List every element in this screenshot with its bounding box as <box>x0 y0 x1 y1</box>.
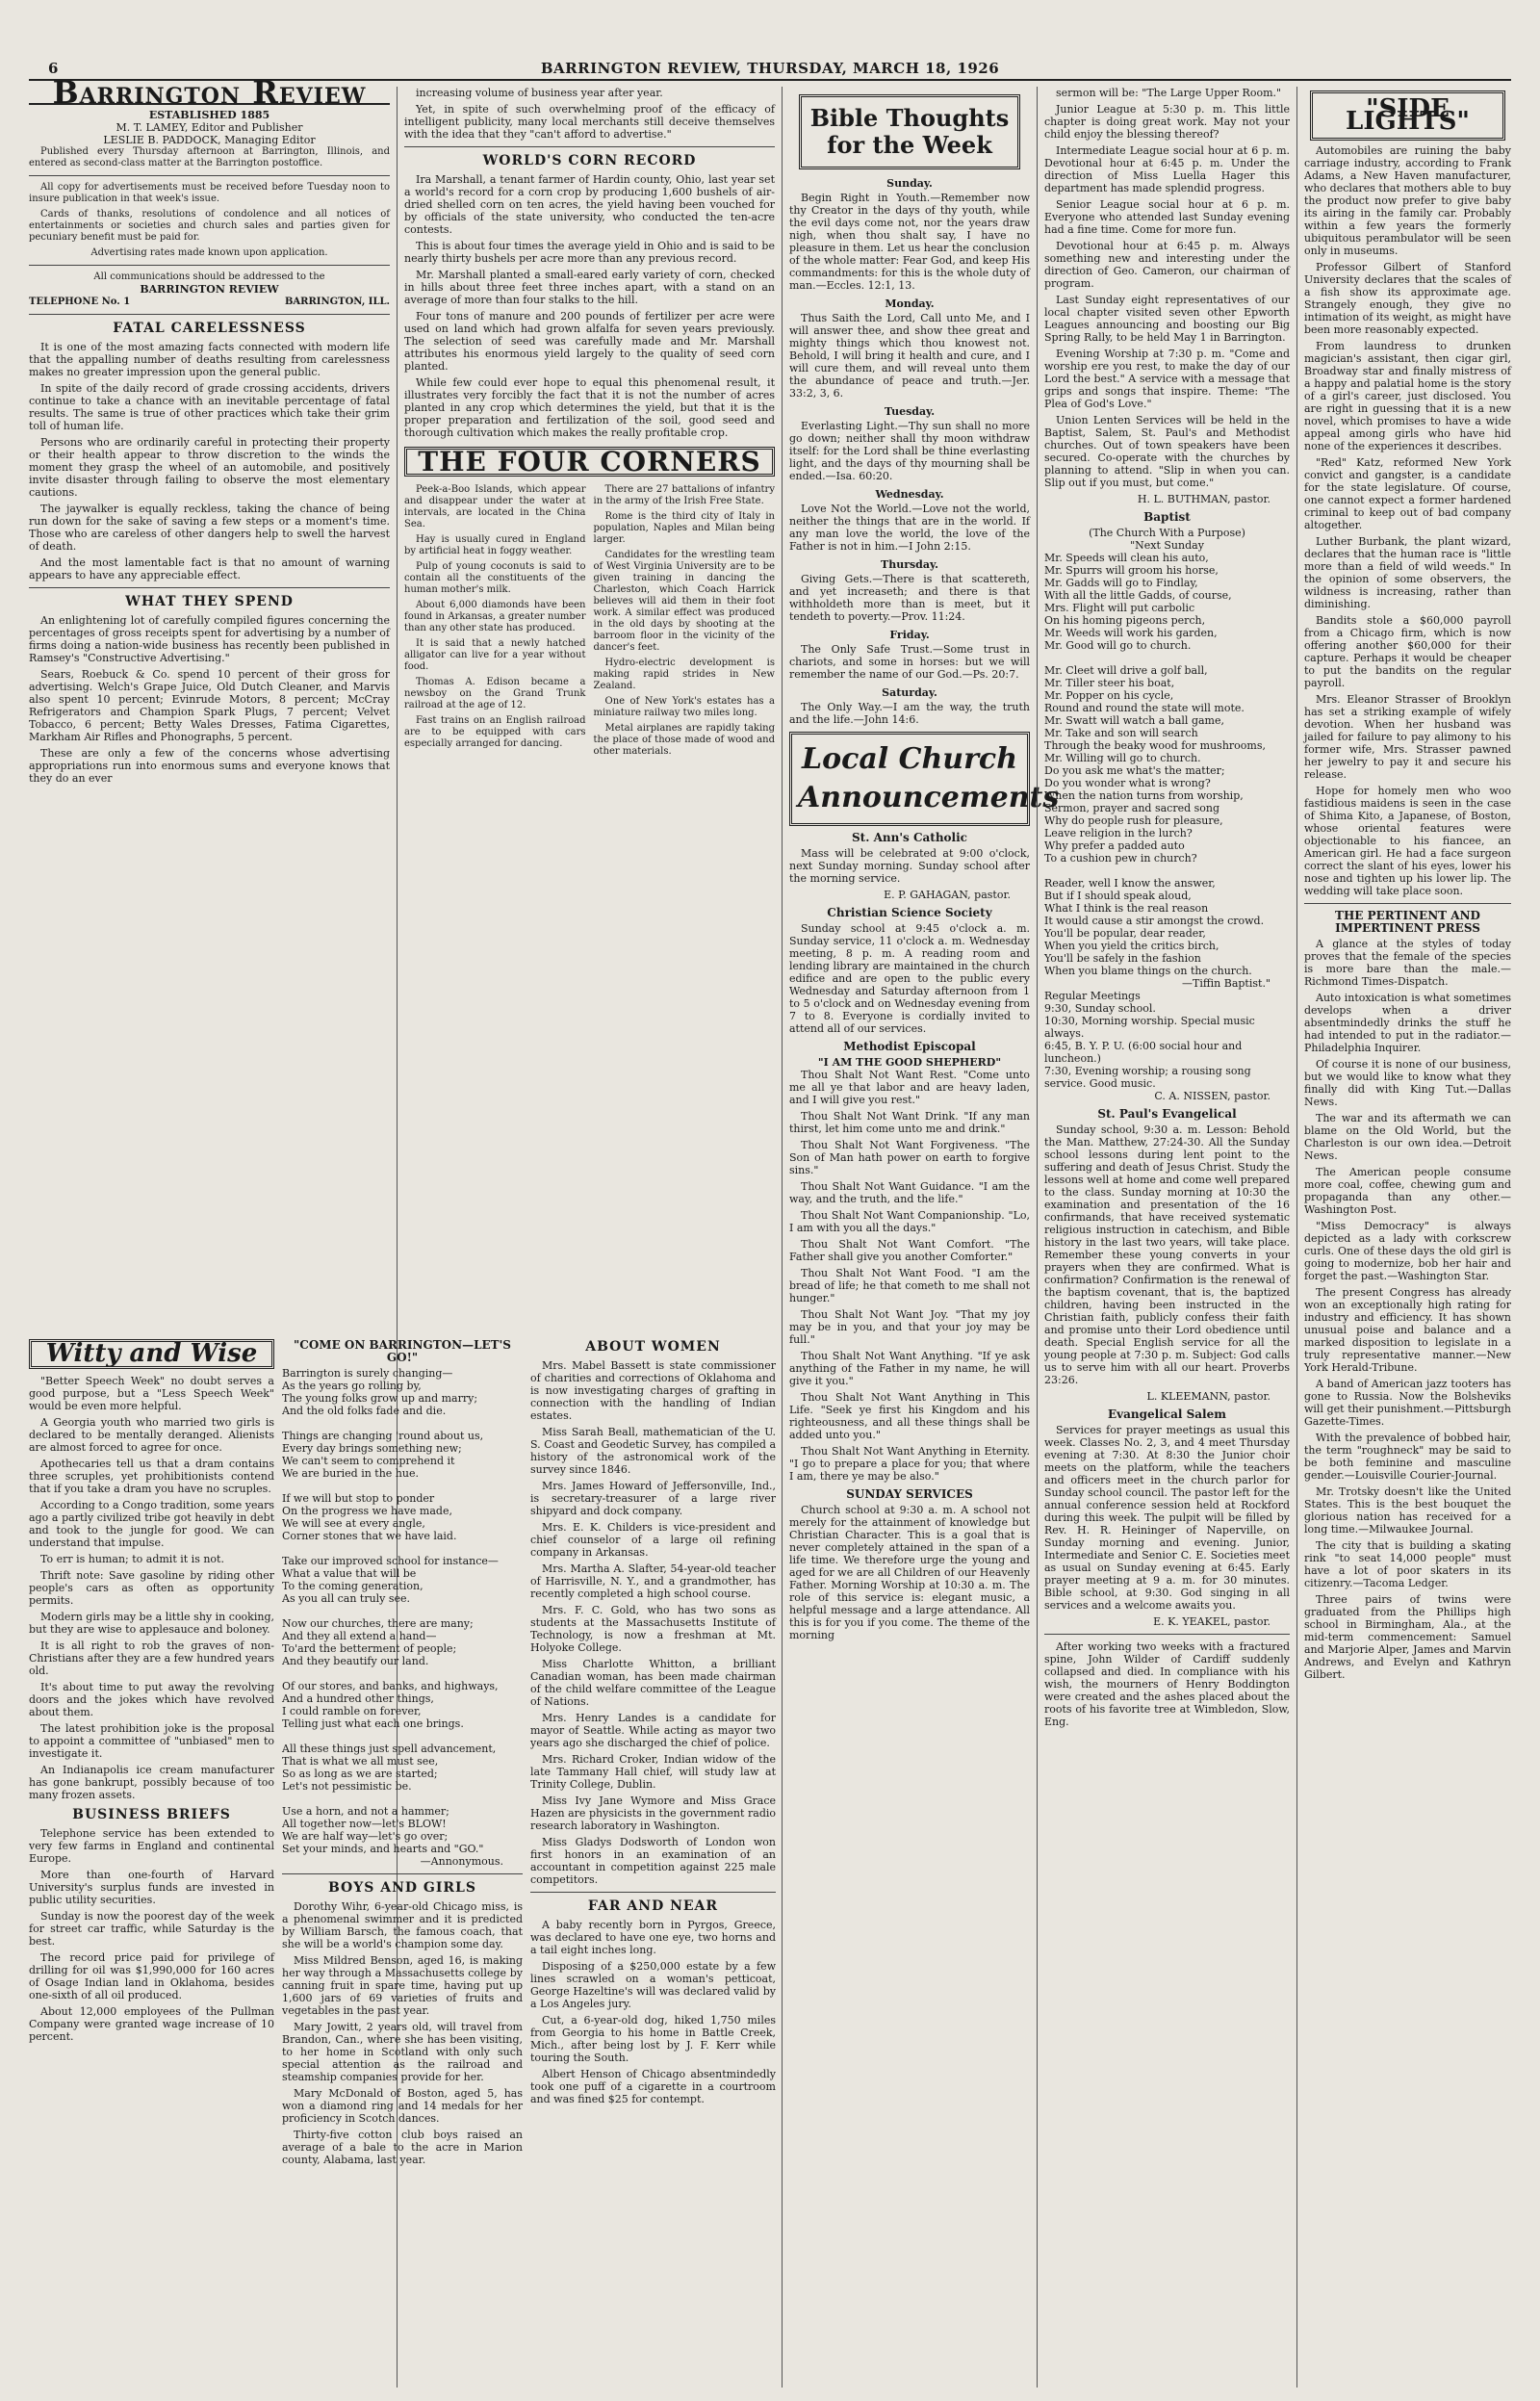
column-6 <box>1304 87 1511 2392</box>
church-paragraph: Last Sunday eight representatives of our local chapter visited seven other Epworth Leagues announcing and boosting our Big Spring Rally, to be held May 1 in Barrington. <box>1044 294 1290 344</box>
st-anns-signature: E. P. GAHAGAN, pastor. <box>884 889 1011 901</box>
about-women-item: Mrs. James Howard of Jeffersonville, Ind., is secretary-treasurer of a large river shipyard and dock company. <box>530 1480 776 1517</box>
business-briefs-items <box>29 1827 274 2043</box>
church-paragraph: Intermediate League social hour at 6 p. m. Devotional hour at 6:45 p. m. Under the direction of Miss Luella Hager this department has made splendid progress. <box>1044 144 1290 194</box>
bible-day-heading: Tuesday. <box>884 405 936 418</box>
pertinent-press-items <box>1304 938 1511 1681</box>
four-corners-item: Peek-a-Boo Islands, which appear and disappear under the water at intervals, are located in the China Sea. <box>404 484 586 529</box>
filler-paragraph: After working two weeks with a fractured spine, John Wilder of Cardiff suddenly collapsed and died. In compliance with his wish, the mourners of Henry Boddington were created and the ashes placed about the roots of his favorite tree at Wimbledon, Slow, Eng. <box>1044 1640 1290 1728</box>
copy-note: All copy for advertisements must be received before Tuesday noon to insure publication in that week's issue. <box>29 182 390 204</box>
article-paragraph: increasing volume of business year after year. <box>416 87 663 99</box>
four-corners-item: Fast trains on an English railroad are to be equipped with cars especially arranged for dancing. <box>404 715 586 749</box>
bible-day-text: The Only Way.—I am the way, the truth and the life.—John 14:6. <box>789 701 1030 726</box>
st-anns-heading: St. Ann's Catholic <box>852 831 967 844</box>
business-briefs-title: BUSINESS BRIEFS <box>72 1807 231 1822</box>
far-and-near-item: Disposing of a $250,000 estate by a few lines scrawled on a woman's petticoat, George Hazeltine's will was declared valid by a Los Angeles jury. <box>530 1960 776 2010</box>
side-lights-item: Professor Gilbert of Stanford University declares that the scales of a fish show its approximate age. Strangely enough, they give no intimation of its weight, as might have been more reasonably expected. <box>1304 261 1511 336</box>
about-women-item: Mrs. Henry Landes is a candidate for mayor of Seattle. While acting as mayor two years ago she discharged the chief of police. <box>530 1712 776 1749</box>
business-brief-item: More than one-fourth of Harvard University's surplus funds are invested in public utility securities. <box>29 1869 274 1906</box>
column-2 <box>404 87 775 857</box>
bible-day-text: Begin Right in Youth.—Remember now thy Creator in the days of thy youth, while the evil days come not, nor the years draw nigh, when thou shalt say, I have no pleasure in them. Let us hear the conclusion of the whole matter: Fear God, and keep His commandments: for this is the whole duty of man.—Eccles. 12:1, 13. <box>789 192 1030 292</box>
four-corners-item: Thomas A. Edison became a newsboy on the Grand Trunk railroad at the age of 12. <box>404 677 586 710</box>
methodist-item: Thou Shalt Not Want Drink. "If any man thirst, let him come unto me and drink." <box>789 1110 1030 1135</box>
witty-and-wise-column <box>29 1333 274 2392</box>
article-paragraph: These are only a few of the concerns whose advertising appropriations run into enormous sums and everyone knows that they do an ever <box>29 747 390 785</box>
methodist-item: Thou Shalt Not Want Anything in Eternity. "I go to prepare a place for you; that where I am, there ye may be also." <box>789 1445 1030 1483</box>
bible-day-heading: Friday. <box>889 629 930 641</box>
bible-day-heading: Sunday. <box>886 177 933 190</box>
side-lights-items <box>1304 144 1511 897</box>
communications-note: All communications should be addressed to the <box>93 271 325 282</box>
headline-fatal-carelessness: FATAL CARELESSNESS <box>113 321 306 336</box>
about-women-item: Mrs. E. K. Childers is vice-president and chief counselor of a large oil refining company in Arkansas. <box>530 1521 776 1559</box>
rates-note: Advertising rates made known upon application. <box>90 247 328 258</box>
pertinent-press-item: Auto intoxication is what sometimes develops when a driver absentmindedly drinks the stuff he had intended to put in the radiator.—Philadelphia Inquirer. <box>1304 992 1511 1054</box>
pertinent-press-item: Mr. Trotsky doesn't like the United States. This is the best bouquet the glorious nation has received for a long time.—Milwaukee Journal. <box>1304 1485 1511 1536</box>
pertinent-press-item: The war and its aftermath we can blame on the Old World, but the Charleston is our own idea.—Detroit News. <box>1304 1112 1511 1162</box>
four-corners-title: THE FOUR CORNERS <box>404 447 775 477</box>
bible-day-heading: Saturday. <box>882 686 937 699</box>
boys-and-girls-item: Thirty-five cotton club boys raised an average of a bale to the acre in Marion county, Alabama, last year. <box>282 2129 523 2166</box>
baptist-poem: Mr. Speeds will clean his auto, Mr. Spurrs will groom his horse, Mr. Gadds will go to Findlay, With all the little Gadds, of course, Mrs. Flight will put carbolic On his homing pigeons perch, Mr. Weeds will work his garden, Mr. Good will go to church. Mr. Cleet will drive a golf ball, Mr. Tiller steer his boat, Mr. Popper on his cycle, Round and round the state will mote. Mr. Swatt will watch a ball game, Mr. Take and son will search Through the beaky wood for mushrooms, Mr. Willing will go to church. Do you ask me what's the matter; Do you wonder what is wrong? When the nation turns from worship, Sermon, prayer and sacred song Why do people rush for pleasure, Leave religion in the lurch? Why prefer a padded auto To a cushion pew in church? Reader, well I know the answer, But if I should speak aloud, What I think is the real reason It would cause a stir amongst the crowd. You'll be popular, dear reader, When you yield the critics birch, You'll be safely in the fashion When you blame things on the church. <box>1044 552 1266 977</box>
witty-item: "Better Speech Week" no doubt serves a good purpose, but a "Less Speech Week" would be even more helpful. <box>29 1375 274 1412</box>
church-paragraph: sermon will be: "The Large Upper Room." <box>1056 87 1282 99</box>
pertinent-press-item: "Miss Democracy" is always depicted as a lady with corkscrew curls. One of these days the old girl is going to modernize, bob her hair and forget the past.—Washington Star. <box>1304 1220 1511 1282</box>
far-and-near-title: FAR AND NEAR <box>587 1898 719 1914</box>
about-women-item: Miss Gladys Dodsworth of London won first honors in an examination of an accountant in competition against 225 male competitors. <box>530 1836 776 1886</box>
contact-line <box>29 296 390 308</box>
methodist-subheading: "I AM THE GOOD SHEPHERD" <box>817 1056 1002 1069</box>
pertinent-press-item: A band of American jazz tooters has gone to Russia. Now the Bolsheviks will get their punishment.—Pittsburgh Gazette-Times. <box>1304 1378 1511 1428</box>
pertinent-press-item: A glance at the styles of today proves that the female of the species is more bare than the male.—Richmond Times-Dispatch. <box>1304 938 1511 988</box>
pertinent-press-item: Of course it is none of our business, but we would like to know what they finally did with King Tut.—Dallas News. <box>1304 1058 1511 1108</box>
witty-item: It's about time to put away the revolving doors and the jokes which have revolved about them. <box>29 1681 274 1718</box>
bible-day-text: Thus Saith the Lord, Call unto Me, and I will answer thee, and show thee great and mighty things which thou knowest not. Behold, I will bring it health and cure, and I will cure them, and will reveal unto them the abundance of peace and truth.—Jer. 33:2, 3, 6. <box>789 312 1030 400</box>
witty-item: Modern girls may be a little shy in cooking, but they are wise to applesauce and boloney. <box>29 1611 274 1636</box>
about-women-item: Miss Ivy Jane Wymore and Miss Grace Hazen are physicists in the government radio research laboratory in Washington. <box>530 1794 776 1832</box>
bible-days <box>789 177 1030 726</box>
far-and-near-item: A baby recently born in Pyrgos, Greece, was declared to have one eye, two horns and a tail eight inches long. <box>530 1919 776 1956</box>
st-anns-text: Mass will be celebrated at 9:00 o'clock, next Sunday morning. Sunday school after the morning service. <box>789 847 1030 885</box>
cards-note: Cards of thanks, resolutions of condolence and all notices of entertainments or societies and church sales and parties given for pecuniary benefit must be paid for. <box>29 209 390 243</box>
church-paragraph: Devotional hour at 6:45 p. m. Always something new and interesting under the direction of Geo. Cameron, our chairman of program. <box>1044 240 1290 290</box>
article-paragraph: Yet, in spite of such overwhelming proof of the efficacy of intelligent publicity, many local merchants still deceive themselves with the idea that they "can't afford to advertise." <box>404 103 775 141</box>
established-line: ESTABLISHED 1885 <box>148 109 270 121</box>
baptist-heading: Baptist <box>1143 510 1191 524</box>
article-paragraph: While few could ever hope to equal this phenomenal result, it illustrates very forcibly the fact that it is not the number of acres planted in any crop which determines the yield, but that it is the proper preparation and fertilization of the soil, good seed and thorough cultivation which makes the really profitable crop. <box>404 376 775 439</box>
article-paragraph: Persons who are ordinarily careful in protecting their property or their health appear to throw discretion to the winds the moment they grasp the wheel of an automobile, and positively invite disaster through failing to observe the most elementary cautions. <box>29 436 390 499</box>
methodist-item: Thou Shalt Not Want Companionship. "Lo, I am with you all the days." <box>789 1209 1030 1234</box>
st-pauls-text: Sunday school, 9:30 a. m. Lesson: Behold the Man. Matthew, 27:24-30. All the Sunday school lessons during lent point to the suffering and death of Jesus Christ. Study the lessons well at home and come well prepared to the class. Sunday morning at 10:30 the examination and presentation of the 16 confirmands, that have received systematic religious instruction in catechism, and Bible history in the last two years, will take place. Remember these young converts in your prayers when they are confirmed. What is confirmation? Confirmation is the renewal of the baptism covenant, that is, the baptized children, having been instructed in the Christian faith, publicly confess their faith and promise unto their Lord obedience until death. Special English service for all the young people at 7:30 p. m. Subject: God calls us to serve him with all our heart. Proverbs 23:26. <box>1044 1123 1290 1386</box>
bible-day-text: Giving Gets.—There is that scattereth, and yet increaseth; and there is that withholdeth more than is meet, but it tendeth to poverty.—Prov. 11:24. <box>789 573 1030 623</box>
sunday-services-heading: SUNDAY SERVICES <box>846 1487 973 1501</box>
four-corners-item: Pulp of young coconuts is said to contain all the constituents of the human mother's milk. <box>404 561 586 595</box>
column-divider <box>1037 87 1038 2388</box>
methodist-item: Thou Shalt Not Want Guidance. "I am the way, and the truth, and the life." <box>789 1180 1030 1205</box>
four-corners-item: Hydro-electric development is making rapid strides in New Zealand. <box>593 658 775 691</box>
witty-item: According to a Congo tradition, some years ago a partly civilized tribe got heavily in debt and took to the jungle for good. We can understand that impulse. <box>29 1499 274 1549</box>
baptist-next-sunday: "Next Sunday <box>1130 539 1204 552</box>
bible-day-heading: Thursday. <box>881 558 938 571</box>
side-lights-title: "SIDE LIGHTS" <box>1310 90 1505 141</box>
business-brief-item: About 12,000 employees of the Pullman Company were granted wage increase of 10 percent. <box>29 2005 274 2043</box>
side-lights-item: "Red" Katz, reformed New York convict and gangster, is a candidate for the state legislature. Of course, one cannot expect a former hardened criminal to keep out of bad company altogether. <box>1304 456 1511 531</box>
st-pauls-heading: St. Paul's Evangelical <box>1097 1107 1237 1121</box>
witty-item: Apothecaries tell us that a dram contains three scruples, yet prohibitionists contend that if you take a dram you have no scruples. <box>29 1458 274 1495</box>
methodist-item: Thou Shalt Not Want Forgiveness. "The Son of Man hath power on earth to forgive sins." <box>789 1139 1030 1176</box>
bible-day-text: Love Not the World.—Love not the world, neither the things that are in the world. If any man love the world, the love of the Father is not in him.—I John 2:15. <box>789 503 1030 553</box>
methodist-items <box>789 1069 1030 1483</box>
article-paragraph: And the most lamentable fact is that no amount of warning appears to have any appreciable effect. <box>29 556 390 581</box>
article-paragraph: An enlightening lot of carefully compiled figures concerning the percentages of gross receipts spent for advertising by a number of firms doing a nation-wide business has recently been published in Ramsey's "Constructive Advertising." <box>29 614 390 664</box>
four-corners-item: It is said that a newly hatched alligator can live for a year without food. <box>404 638 586 672</box>
poem-title: "COME ON BARRINGTON—LET'S GO!" <box>294 1338 511 1364</box>
about-women-item: Mrs. Richard Croker, Indian widow of the late Tammany Hall chief, will study law at Trinity College, Dublin. <box>530 1753 776 1791</box>
witty-items <box>29 1375 274 1801</box>
sunday-services-text: Church school at 9:30 a. m. A school not merely for the attainment of knowledge but Christian Character. This is a goal that is never completely attained in the span of a life time. We therefore urge the young and aged for we are all Children of our Heavenly Father. Morning Worship at 10:30 a. m. The role of this service is: elegant music, a helpful message and a large attendance. All this is for you if you come. The theme of the morning <box>789 1504 1030 1641</box>
local-church-title: Local Church Announcements <box>789 732 1030 826</box>
baptist-poem-cite: —Tiffin Baptist." <box>1181 977 1270 990</box>
side-lights-item: Luther Burbank, the plant wizard, declares that the human race is "little more than a field of wild weeds." In the opinion of some observers, the wildness is increasing, rather than diminishing. <box>1304 535 1511 610</box>
boys-and-girls-item: Mary Jowitt, 2 years old, will travel from Brandon, Can., where she has been visiting, to her home in Scotland with only such special attention as the railroad and steamship companies provide for her. <box>282 2021 523 2083</box>
christian-science-heading: Christian Science Society <box>827 906 992 919</box>
four-corners-columns <box>404 484 775 762</box>
christian-science-text: Sunday school at 9:45 o'clock a. m. Sunday service, 11 o'clock a. m. Wednesday meeting, 8 p. m. A reading room and lending library are maintained in the church edifice and are open to the public every Wednesday and Saturday afternoon from 1 to 5 o'clock and on Wednesday evening from 7 to 8. Everyone is cordially invited to attend all of our services. <box>789 922 1030 1035</box>
methodist-heading: Methodist Episcopal <box>843 1040 976 1053</box>
column-5 <box>1044 87 1290 2392</box>
business-brief-item: Telephone service has been extended to very few farms in England and continental Europe. <box>29 1827 274 1865</box>
managing-editor-line: LESLIE B. PADDOCK, Managing Editor <box>103 134 316 146</box>
methodist-item: Thou Shalt Not Want Anything in This Life. "Seek ye first his Kingdom and his righteousness, and all these things shall be added unto you." <box>789 1391 1030 1441</box>
side-lights-item: Bandits stole a $60,000 payroll from a Chicago firm, which is now offering another $60,000 for their capture. Perhaps it would be cheaper to put the bandits on the regular payroll. <box>1304 614 1511 689</box>
witty-item: A Georgia youth who married two girls is declared to be mentally deranged. Alienists are almost forced to agree for once. <box>29 1416 274 1454</box>
far-and-near-items <box>530 1919 776 2105</box>
column-divider <box>782 87 783 2388</box>
methodist-item: Thou Shalt Not Want Comfort. "The Father shall give you another Comforter." <box>789 1238 1030 1263</box>
boys-and-girls-items <box>282 1900 523 2166</box>
four-corners-item: Rome is the third city of Italy in population, Naples and Milan being larger. <box>593 511 775 545</box>
methodist-item: Thou Shalt Not Want Rest. "Come unto me all ye that labor and are heavy laden, and I will give you rest." <box>789 1069 1030 1106</box>
poem-column <box>282 1333 523 2392</box>
church-paragraph: Junior League at 5:30 p. m. This little chapter is doing great work. May not your child enjoy the blessing thereof? <box>1044 103 1290 141</box>
four-corners-item: About 6,000 diamonds have been found in Arkansas, a greater number than any other state has produced. <box>404 600 586 633</box>
poem-text: Barrington is surely changing— As the years go rolling by, The young folks grow up and marry; And the old folks fade and die. Things are changing 'round about us, Every day brings something new; We can't seem to comprehend it We are buried in the hue. If we will but stop to ponder On the progress we have made, We will see at every angle, Corner stones that we have laid. Take our improved school for instance— What a value that will be To the coming generation, As you all can truly see. Now our churches, there are many; And they all extend a hand— To'ard the betterment of people; And they beautify our land. Of our stores, and banks, and highways, And a hundred other things, I could ramble on forever, Telling just what each one brings. All these things just spell advancement, That is what we all must see, So as long as we are started; Let's not pessimistic be. Use a horn, and not a hammer; All together now—let's BLOW! We are half way—let's go over; Set your minds, and hearts and "GO." <box>282 1367 499 1855</box>
methodist-item: Thou Shalt Not Want Joy. "That my joy may be in you, and that your joy may be full." <box>789 1308 1030 1346</box>
church-paragraph: Evening Worship at 7:30 p. m. "Come and worship ere you rest, to make the day of our Lord the best." A service with a message that grips and songs that inspire. Theme: "The Plea of God's Love." <box>1044 348 1290 410</box>
pertinent-press-item: With the prevalence of bobbed hair, the term "roughneck" may be said to be both feminine and masculine gender.—Louisville Courier-Journal. <box>1304 1432 1511 1482</box>
four-corners-item: One of New York's estates has a miniature railway two miles long. <box>593 696 775 718</box>
article-paragraph: This is about four times the average yield in Ohio and is said to be nearly thirty bushels per acre more than any previous record. <box>404 240 775 265</box>
page-number: 6 <box>48 60 59 77</box>
address-name: BARRINGTON REVIEW <box>140 283 279 296</box>
side-lights-item: Mrs. Eleanor Strasser of Brooklyn has set a striking example of wifely devotion. When her husband was jailed for failure to pay alimony to his former wife, Mrs. Strasser pawned her jewelry to pay it and secure his release. <box>1304 693 1511 781</box>
methodist-signature: H. L. BUTHMAN, pastor. <box>1137 493 1270 505</box>
witty-item: The latest prohibition joke is the proposal to appoint a committee of "unbiased" men to investigate it. <box>29 1722 274 1760</box>
publication-note: Published every Thursday afternoon at Barrington, Illinois, and entered as second-class matter at the Barrington postoffice. <box>29 146 390 168</box>
witty-item: It is all right to rob the graves of non-Christians after they are a few hundred years old. <box>29 1639 274 1677</box>
four-corners-item: Candidates for the wrestling team of West Virginia University are to be given training in dancing the Charleston, which Coach Harrick believes will aid them in their foot work. A similar effect was produced in the old days by shooting at the barroom floor in the vicinity of the dancer's feet. <box>593 550 775 653</box>
side-lights-item: From laundress to drunken magician's assistant, then cigar girl, Broadway star and finally mistress of a happy and palatial home is the story of a girl's career, just disclosed. You are right in guessing that it is a new novel, which promises to have a wide appeal among girls who have hid none of the experiences it describes. <box>1304 340 1511 452</box>
about-women-title: ABOUT WOMEN <box>585 1339 721 1355</box>
column-4 <box>789 87 1060 2392</box>
editor-line: M. T. LAMEY, Editor and Publisher <box>116 121 303 134</box>
business-brief-item: The record price paid for privilege of drilling for oil was $1,990,000 for 160 acres of Osage Indian land in Oklahoma, besides one-sixth of all oil produced. <box>29 1951 274 2001</box>
bible-day-text: The Only Safe Trust.—Some trust in chariots, and some in horses: but we will remember the name of our God.—Ps. 20:7. <box>789 643 1030 681</box>
newspaper-nameplate: Barrington Review <box>29 87 390 105</box>
masthead-title: BARRINGTON REVIEW, THURSDAY, MARCH 18, 1926 <box>540 60 1000 77</box>
pertinent-press-title: THE PERTINENT AND IMPERTINENT PRESS <box>1335 909 1480 935</box>
headline-worlds-corn-record: WORLD'S CORN RECORD <box>482 153 697 168</box>
four-corners-item: Metal airplanes are rapidly taking the place of those made of wood and other materials. <box>593 723 775 757</box>
headline-what-they-spend: WHAT THEY SPEND <box>125 594 294 609</box>
about-women-item: Mrs. Mabel Bassett is state commissioner of charities and corrections of Oklahoma and is now investigating charges of grafting in connection with the handling of Indian estates. <box>530 1359 776 1422</box>
baptist-regular-meetings: Regular Meetings 9:30, Sunday school. 10:30, Morning worship. Special music always. 6:45, B. Y. P. U. (6:00 social hour and luncheon.) 7:30, Evening worship; a rousing song service. Good music. <box>1044 990 1255 1090</box>
article-paragraph: Ira Marshall, a tenant farmer of Hardin county, Ohio, last year set a world's record for a corn crop by producing 1,600 bushels of air-dried shelled corn on ten acres, the yield having been vouched for by officials of the state university, who conducted the ten-acre contests. <box>404 173 775 236</box>
boys-and-girls-item: Miss Mildred Benson, aged 16, is making her way through a Massachusetts college by canning fruit in spare time, having put up 1,600 jars of 69 varieties of fruits and vegetables in the past year. <box>282 1954 523 2017</box>
column-1 <box>29 74 390 1329</box>
about-women-item: Mrs. Martha A. Slafter, 54-year-old teacher of Harrisville, N. Y., and a grandmother, has recently completed a high school course. <box>530 1562 776 1600</box>
church-paragraph: Union Lenten Services will be held in the Baptist, Salem, St. Paul's and Methodist churches. Out of town speakers have been secured. Co-operate with the churches by planning to attend. "Slip in when you can. Slip out if you must, but come." <box>1044 414 1290 489</box>
side-lights-item: Automobiles are ruining the baby carriage industry, according to Frank Adams, a New Haven manufacturer, who declares that mothers able to buy the product now prefer to give baby its airing in the family car. Probably within a few years the formerly ubiquitous perambulator will be seen only in museums. <box>1304 144 1511 257</box>
pertinent-press-item: The American people consume more coal, coffee, chewing gum and propaganda than any other.—Washington Post. <box>1304 1166 1511 1216</box>
bible-day-heading: Monday. <box>885 297 935 310</box>
bible-day-text: Everlasting Light.—Thy sun shall no more go down; neither shall thy moon withdraw itself: for the Lord shall be thine everlasting light, and the days of thy mourning shall be ended.—Isa. 60:20. <box>789 420 1030 482</box>
column-divider <box>1296 87 1297 2388</box>
st-pauls-signature: L. KLEEMANN, pastor. <box>1146 1390 1270 1403</box>
witty-item: An Indianapolis ice cream manufacturer has gone bankrupt, possibly because of too many frozen assets. <box>29 1764 274 1801</box>
baptist-subheading: (The Church With a Purpose) <box>1089 527 1245 539</box>
four-corners-item: There are 27 battalions of infantry in the army of the Irish Free State. <box>593 484 775 506</box>
witty-and-wise-title: Witty and Wise <box>29 1339 274 1369</box>
four-corners-right <box>594 484 776 762</box>
city: BARRINGTON, ILL. <box>284 297 390 307</box>
article-paragraph: In spite of the daily record of grade crossing accidents, drivers continue to take a chance with an inevitable percentage of fatal results. The same is true of other practices which take their grim toll of human life. <box>29 382 390 432</box>
poem-author: —Annonymous. <box>420 1855 503 1868</box>
salem-text: Services for prayer meetings as usual this week. Classes No. 2, 3, and 4 meet Thursday evening at 7:30. At 8:30 the Junior choir meets on the platform, while the teachers and officers meet in the church parlor for Sunday school council. The pastor left for the annual conference session held at Rockford during this week. The pulpit will be filled by Rev. H. R. Heininger of Naperville, on Sunday morning and evening. Junior, Intermediate and Senior C. E. Societies meet as usual on Sunday evening at 6:45. Early prayer meeting at 9 a. m. for 30 minutes. Bible school, at 9:30. God singing in all services and a welcome awaits you. <box>1044 1424 1290 1612</box>
baptist-signature: C. A. NISSEN, pastor. <box>1154 1090 1270 1102</box>
side-lights-item: Hope for homely men who woo fastidious maidens is seen in the case of Shima Kito, a Japanese, of Boston, whose oriental features were objectionable to his fiancee, an American girl. He had a face surgeon correct the slant of his eyes, lower his nose and tighten up his lower lip. The wedding will take place soon. <box>1304 785 1511 897</box>
business-brief-item: Sunday is now the poorest day of the week for street car traffic, while Saturday is the best. <box>29 1910 274 1948</box>
salem-heading: Evangelical Salem <box>1108 1407 1226 1421</box>
telephone: TELEPHONE No. 1 <box>29 297 131 307</box>
about-women-item: Mrs. F. C. Gold, who has two sons as students at the Massachusetts Institute of Technology, is now a freshman at Mt. Holyoke College. <box>530 1604 776 1654</box>
bible-day-heading: Wednesday. <box>875 488 944 501</box>
methodist-item: Thou Shalt Not Want Food. "I am the bread of life; he that cometh to me shall not hunger." <box>789 1267 1030 1304</box>
boys-and-girls-title: BOYS AND GIRLS <box>327 1880 477 1896</box>
four-corners-left <box>404 484 586 762</box>
methodist-item: Thou Shalt Not Want Anything. "If ye ask anything of the Father in my name, he will give it you." <box>789 1350 1030 1387</box>
pertinent-press-item: The city that is building a skating rink "to seat 14,000 people" must have a lot of poor skaters in its citizenry.—Tacoma Ledger. <box>1304 1539 1511 1589</box>
article-paragraph: Mr. Marshall planted a small-eared early variety of corn, checked in hills about three feet three inches apart, with a stand on an average of more than four stalks to the hill. <box>404 269 775 306</box>
article-paragraph: Sears, Roebuck & Co. spend 10 percent of their gross for advertising. Welch's Grape Juice, Old Dutch Cleaner, and Marvis also spent 10 percent; Evinrude Motors, 8 percent; McCray Refrigerators and Champion Spark Plugs, 7 percent; Velvet Tobacco, 6 percent; Betty Wales Dresses, Fatima Cigarettes, Markham Air Rifles and Phonographs, 5 percent. <box>29 668 390 743</box>
witty-item: To err is human; to admit it is not. <box>40 1553 224 1565</box>
boys-and-girls-item: Mary McDonald of Boston, aged 5, has won a diamond ring and 14 medals for her proficiency in Scotch dances. <box>282 2087 523 2125</box>
about-women-items <box>530 1359 776 1886</box>
witty-item: Thrift note: Save gasoline by riding other people's cars as often as opportunity permits. <box>29 1569 274 1607</box>
about-women-item: Miss Sarah Beall, mathematician of the U. S. Coast and Geodetic Survey, has compiled a history of the astronomical work of the survey since 1846. <box>530 1426 776 1476</box>
church-paragraph: Senior League social hour at 6 p. m. Everyone who attended last Sunday evening had a fine time. Come for more fun. <box>1044 198 1290 236</box>
boys-and-girls-item: Dorothy Wihr, 6-year-old Chicago miss, is a phenomenal swimmer and it is predicted by William Barsch, the famous coach, that she will be a world's champion some day. <box>282 1900 523 1950</box>
article-paragraph: The jaywalker is equally reckless, taking the chance of being run down for the sake of saving a few steps or a moment's time. Those who are careless of other dangers help to swell the harvest of death. <box>29 503 390 553</box>
four-corners-item: Hay is usually cured in England by artificial heat in foggy weather. <box>404 534 586 556</box>
women-column <box>530 1333 776 2392</box>
salem-signature: E. K. YEAKEL, pastor. <box>1153 1615 1270 1628</box>
about-women-item: Miss Charlotte Whitton, a brilliant Canadian woman, has been made chairman of the child welfare committee of the League of Nations. <box>530 1658 776 1708</box>
article-paragraph: It is one of the most amazing facts connected with modern life that the appalling number of deaths resulting from carelessness makes no greater impression upon the general public. <box>29 341 390 378</box>
far-and-near-item: Cut, a 6-year-old dog, hiked 1,750 miles from Georgia to his home in Battle Creek, Mich., after being lost by J. F. Kerr while touring the South. <box>530 2014 776 2064</box>
far-and-near-item: Albert Henson of Chicago absentmindedly took one puff of a cigarette in a courtroom and was fined $25 for contempt. <box>530 2068 776 2105</box>
article-paragraph: Four tons of manure and 200 pounds of fertilizer per acre were used on land which had grown alfalfa for seven years previously. The selection of seed was carefully made and Mr. Marshall attributes his enormous yield largely to the quality of seed corn planted. <box>404 310 775 373</box>
pertinent-press-item: The present Congress has already won an exceptionally high rating for industry and efficiency. It has shown unusual poise and balance and a marked disposition to legislate in a truly representative manner.—New York Herald-Tribune. <box>1304 1286 1511 1374</box>
bible-thoughts-title: Bible Thoughts for the Week <box>799 94 1020 169</box>
pertinent-press-item: Three pairs of twins were graduated from the Phillips high school in Birmingham, Ala., at the mid-term commencement: Samuel and Marjorie Alper, James and Marvin Andrews, and Evelyn and Kathryn Gilbert. <box>1304 1593 1511 1681</box>
